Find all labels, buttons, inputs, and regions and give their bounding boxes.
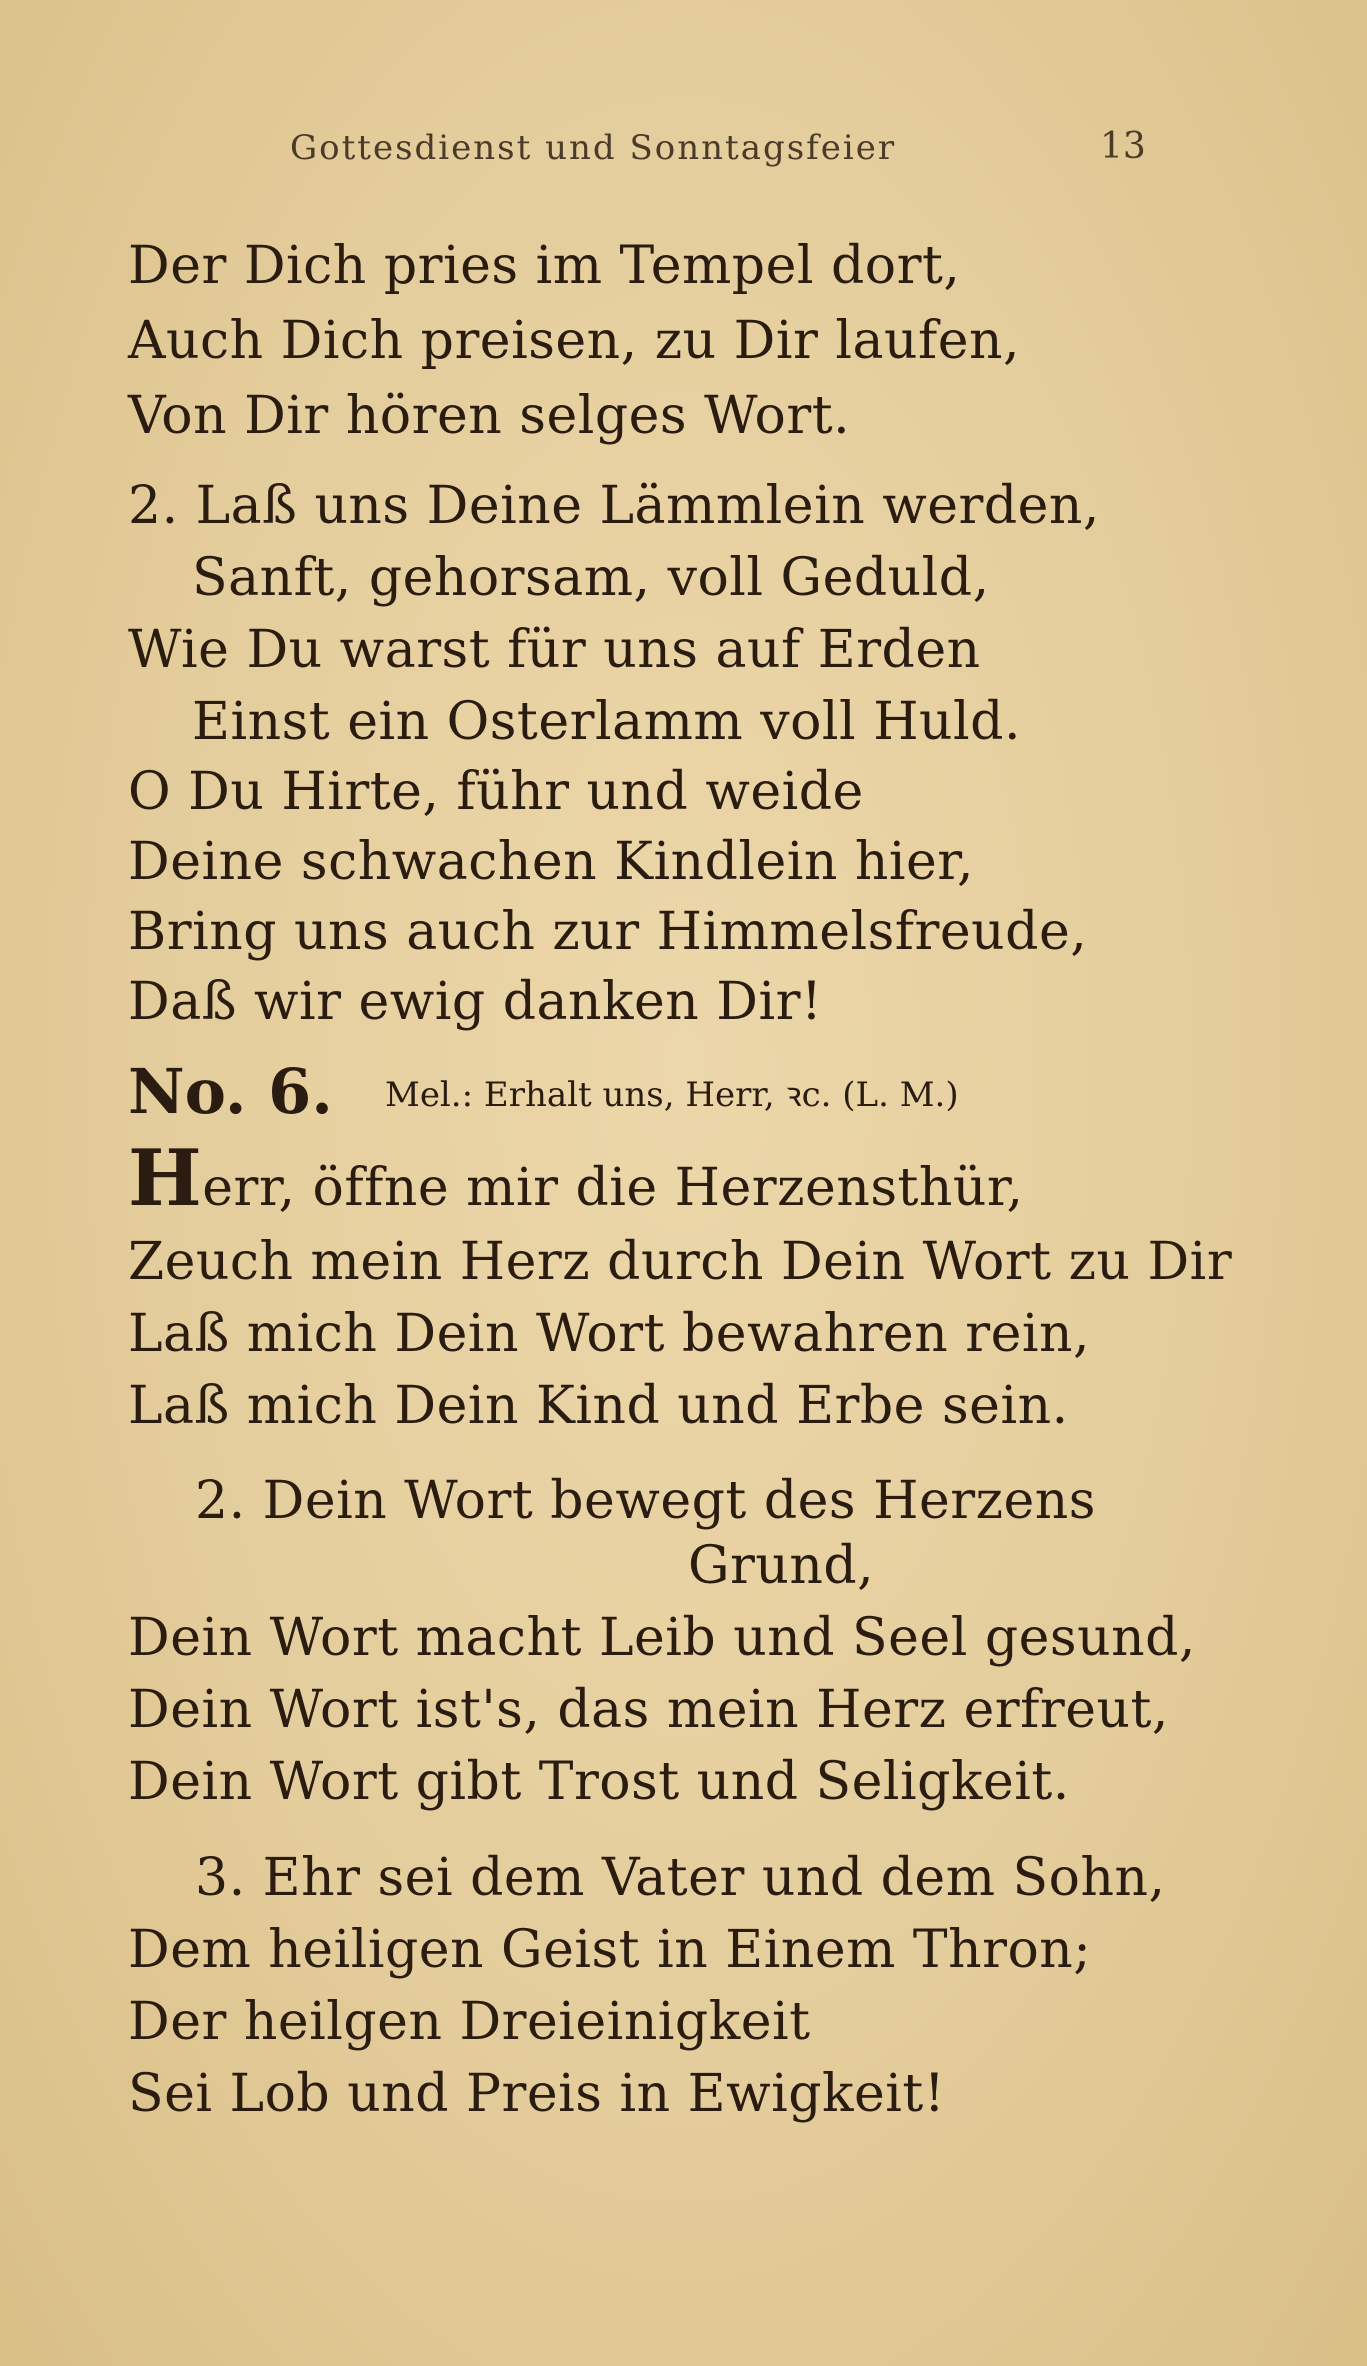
verse-line-turnover: Grund, bbox=[688, 1536, 875, 1596]
verse-line: Bring uns auch zur Himmelsfreude, bbox=[128, 902, 1088, 962]
verse-line: Von Dir hören selges Wort. bbox=[128, 386, 851, 446]
verse-line: Laß mich Dein Wort bewahren rein, bbox=[128, 1304, 1090, 1364]
verse-line: Zeuch mein Herz durch Dein Wort zu Dir bbox=[128, 1232, 1233, 1292]
verse-line: O Du Hirte, führ und weide bbox=[128, 762, 864, 822]
verse-line: Dein Wort macht Leib und Seel gesund, bbox=[128, 1608, 1196, 1668]
verse-line: 2. Dein Wort bewegt des Herzens bbox=[195, 1471, 1096, 1531]
hymn-number: No. 6. bbox=[128, 1055, 333, 1128]
verse-line: Dem heiligen Geist in Einem Thron; bbox=[128, 1920, 1092, 1980]
melody-reference: Mel.: Erhalt uns, Herr, ꝛc. (L. M.) bbox=[385, 1075, 959, 1115]
verse-line: 3. Ehr sei dem Vater und dem Sohn, bbox=[195, 1848, 1166, 1908]
verse-line: Dein Wort gibt Trost und Seligkeit. bbox=[128, 1752, 1070, 1812]
verse-line-rest: err, öffne mir die Herzensthür, bbox=[202, 1158, 1024, 1218]
running-title: Gottesdienst und Sonntagsfeier bbox=[290, 128, 897, 168]
verse-line: 2. Laß uns Deine Lämmlein werden, bbox=[128, 476, 1100, 536]
drop-initial: H bbox=[128, 1133, 203, 1224]
verse-line: Einst ein Osterlamm voll Huld. bbox=[192, 692, 1021, 752]
verse-line: Dein Wort ist's, das mein Herz erfreut, bbox=[128, 1680, 1169, 1740]
verse-line: Wie Du warst für uns auf Erden bbox=[128, 620, 981, 680]
verse-line: Sei Lob und Preis in Ewigkeit! bbox=[128, 2064, 946, 2124]
verse-line: Deine schwachen Kindlein hier, bbox=[128, 832, 974, 892]
verse-first-line bbox=[128, 1133, 1024, 1224]
verse-line: Der Dich pries im Tempel dort, bbox=[128, 236, 961, 296]
verse-line: Daß wir ewig danken Dir! bbox=[128, 972, 823, 1032]
verse-line: Auch Dich preisen, zu Dir laufen, bbox=[128, 311, 1020, 371]
page-number: 13 bbox=[1100, 126, 1146, 167]
verse-line: Der heilgen Dreieinigkeit bbox=[128, 1992, 811, 2052]
verse-line: Laß mich Dein Kind und Erbe sein. bbox=[128, 1376, 1069, 1436]
verse-line: Sanft, gehorsam, voll Geduld, bbox=[192, 548, 990, 608]
